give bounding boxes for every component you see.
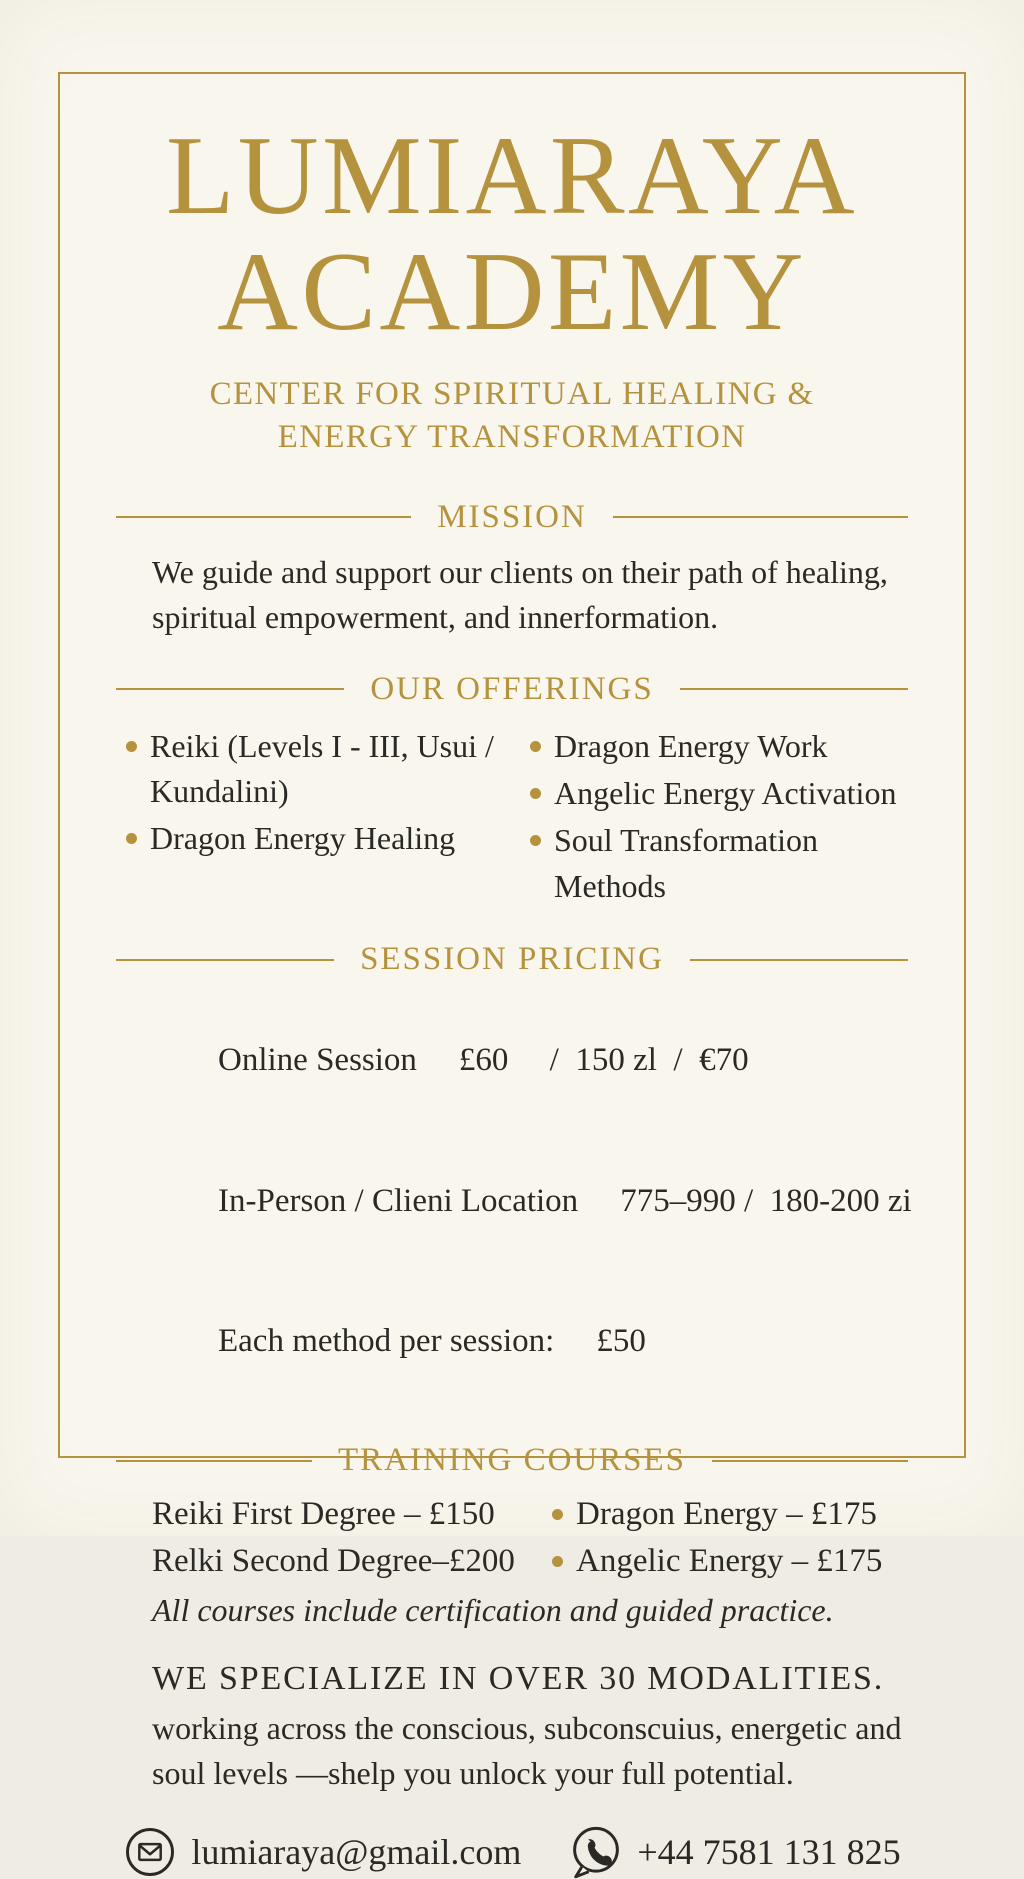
list-item <box>126 724 526 815</box>
list-item <box>152 1491 552 1538</box>
divider-line-left <box>116 688 344 690</box>
list-item <box>152 1538 552 1585</box>
offerings-heading: OUR OFFERINGS <box>370 670 654 707</box>
training-section-header <box>116 1442 908 1479</box>
price-label: Online Session <box>218 1042 417 1079</box>
envelope-icon <box>123 1825 177 1879</box>
whatsapp-phone-icon <box>569 1825 623 1879</box>
price-value: £50 <box>596 1323 646 1360</box>
training-note: All courses include certification and guided practice. <box>152 1591 834 1628</box>
training-heading: TRAINING COURSES <box>338 1442 686 1479</box>
divider-line-right <box>712 1460 908 1462</box>
divider-line-left <box>116 516 411 518</box>
offering-label: Angelic Energy Activation <box>554 775 897 812</box>
divider-line-right <box>680 688 908 690</box>
offerings-left-column <box>126 724 526 912</box>
course-label: Angelic Energy – £175 <box>576 1542 883 1579</box>
list-item <box>530 771 908 816</box>
divider-line-left <box>116 1460 312 1462</box>
price-value: £60 / 150 zl / €70 <box>458 1042 749 1079</box>
list-item <box>126 816 526 861</box>
price-value: 775–990 / 180-200 zi <box>620 1182 912 1219</box>
bullet-icon <box>552 1556 563 1567</box>
specialize-body: working across the conscious, subconscuius, energetic and soul levels —shelp you unlock your full potential. <box>152 1710 902 1791</box>
subtitle-line1: CENTER FOR SPIRITUAL HEALING & <box>209 375 815 412</box>
subtitle-line2: ENERGY TRANSFORMATION <box>277 418 747 455</box>
mission-heading: MISSION <box>437 498 587 535</box>
pricing-section-header <box>116 941 908 978</box>
pricing-heading: SESSION PRICING <box>360 941 664 978</box>
divider-line-right <box>613 516 908 518</box>
list-item <box>552 1538 908 1585</box>
bullet-icon <box>126 833 137 844</box>
bullet-icon <box>530 835 541 846</box>
course-label: Reiki First Degree – £150 <box>152 1496 495 1533</box>
offerings-list <box>126 724 908 912</box>
specialize-heading: WE SPECIALIZE IN OVER 30 MODALITIES. <box>152 1659 885 1697</box>
contact-phone <box>569 1825 900 1879</box>
bullet-icon <box>126 741 137 752</box>
mission-text: We guide and support our clients on their path of healing, spiritual empowerment, and innerformation. <box>152 553 888 636</box>
offering-label: Dragon Energy Work <box>554 727 828 764</box>
divider-line-left <box>116 959 334 961</box>
list-item <box>530 724 908 769</box>
bullet-icon <box>530 788 541 799</box>
course-label: Dragon Energy – £175 <box>576 1496 877 1533</box>
training-courses-list <box>152 1491 908 1585</box>
list-item <box>530 818 908 909</box>
offering-label: Soul Transformation Methods <box>554 822 819 904</box>
course-label: Relki Second Degree–£200 <box>152 1542 515 1579</box>
price-label: In-Person / Clieni Location <box>218 1182 579 1219</box>
mission-section-header <box>116 499 908 536</box>
academy-subtitle <box>116 373 908 459</box>
contact-row <box>116 1825 908 1879</box>
specialize-block <box>152 1658 908 1795</box>
table-row <box>152 1272 908 1413</box>
contact-email <box>123 1825 521 1879</box>
bullet-icon <box>530 741 541 752</box>
academy-title-line1: LUMIARAYA <box>166 114 858 238</box>
pricing-table <box>152 990 912 1412</box>
offering-label: Reiki (Levels I - III, Usui / Kundalini) <box>150 727 494 810</box>
academy-title-line2: ACADEMY <box>217 230 807 355</box>
offerings-section-header <box>116 671 908 708</box>
phone-number: +44 7581 131 825 <box>637 1831 901 1872</box>
email-address: lumiaraya@gmail.com <box>191 1831 522 1872</box>
list-item <box>552 1491 908 1538</box>
price-label: Each method per session: <box>218 1323 555 1360</box>
bullet-icon <box>552 1509 563 1520</box>
table-row <box>152 990 908 1131</box>
flyer-content <box>58 72 966 1872</box>
offerings-right-column <box>530 724 908 912</box>
divider-line-right <box>690 959 908 961</box>
table-row <box>152 1131 912 1272</box>
offering-label: Dragon Energy Healing <box>150 820 456 857</box>
